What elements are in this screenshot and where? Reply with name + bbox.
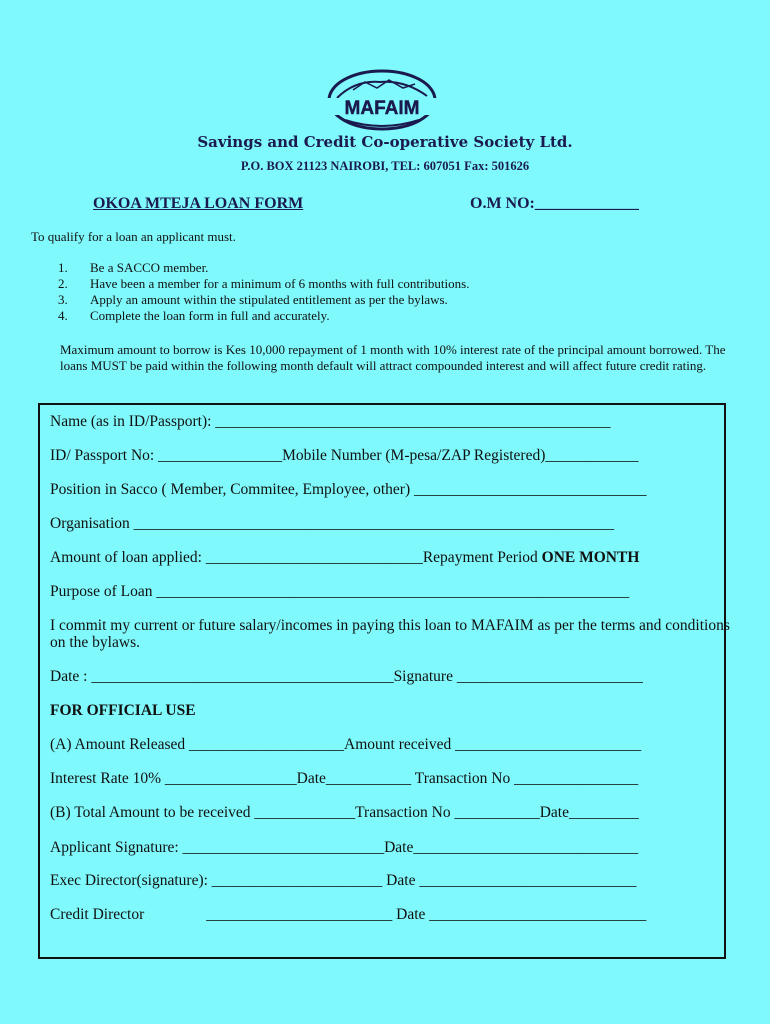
name-field[interactable]: Name (as in ID/Passport): ___________________________________________________: [50, 413, 611, 430]
item-number: 2.: [58, 276, 68, 291]
mobile-number-field[interactable]: Mobile Number (M-pesa/ZAP Registered)____________: [282, 447, 639, 464]
official-use-heading: FOR OFFICIAL USE: [50, 702, 196, 719]
id-passport-field[interactable]: ID/ Passport No: ________________: [50, 447, 283, 464]
item-text: Be a SACCO member.: [90, 260, 209, 275]
commitment-statement: I commit my current or future salary/incomes in paying this loan to MAFAIM as per the terms and conditions on the bylaws.: [50, 617, 730, 651]
id-mobile-row: [50, 447, 720, 465]
applicant-signature-row[interactable]: Applicant Signature: __________________________Date_____________________________: [50, 839, 639, 856]
total-amount-row[interactable]: (B) Total Amount to be received _____________Transaction No ___________Date_________: [50, 804, 639, 821]
amount-repayment-row: [50, 549, 720, 567]
om-number-field[interactable]: O.M NO:_____________: [470, 195, 639, 212]
logo-text: MAFAIM: [344, 98, 420, 119]
date-signature-row[interactable]: Date : _______________________________________Signature ________________________: [50, 668, 643, 685]
interest-rate-row[interactable]: Interest Rate 10% _________________Date___________ Transaction No ________________: [50, 770, 639, 787]
credit-director-row: [50, 906, 720, 924]
form-title: OKOA MTEJA LOAN FORM: [93, 195, 304, 212]
repayment-label: Repayment Period: [422, 549, 542, 566]
item-number: 3.: [58, 292, 68, 307]
exec-director-row[interactable]: Exec Director(signature): ______________________ Date ____________________________: [50, 872, 637, 889]
requirements-list: [58, 260, 469, 324]
mafaim-logo: [325, 68, 440, 136]
item-number: 4.: [58, 308, 68, 323]
item-number: 1.: [58, 260, 68, 275]
credit-director-label: Credit Director: [50, 906, 145, 923]
list-item: [58, 292, 469, 308]
position-field[interactable]: Position in Sacco ( Member, Commitee, Employee, other) ______________________________: [50, 481, 647, 498]
item-text: Have been a member for a minimum of 6 months with full contributions.: [90, 276, 470, 291]
list-item: [58, 260, 469, 276]
society-name: Savings and Credit Co-operative Society Ltd.: [197, 133, 573, 151]
qualification-intro: To qualify for a loan an applicant must.: [31, 229, 236, 244]
list-item: [58, 276, 469, 292]
loan-purpose-field[interactable]: Purpose of Loan _____________________________________________________________: [50, 583, 630, 600]
society-address: P.O. BOX 21123 NAIROBI, TEL: 607051 Fax: 501626: [240, 159, 530, 173]
list-item: [58, 308, 469, 324]
item-text: Complete the loan form in full and accurately.: [90, 308, 330, 323]
loan-terms-note: Maximum amount to borrow is Kes 10,000 repayment of 1 month with 10% interest rate of the principal amount borrowed. The loans MUST be paid within the following month default will attract compounded interest and will affect future credit rating.: [60, 342, 726, 373]
repayment-period-value: ONE MONTH: [541, 549, 640, 566]
amount-released-row[interactable]: (A) Amount Released ____________________Amount received ________________________: [50, 736, 642, 753]
item-text: Apply an amount within the stipulated entitlement as per the bylaws.: [90, 292, 448, 307]
organisation-field[interactable]: Organisation ______________________________________________________________: [50, 515, 615, 532]
loan-amount-field[interactable]: Amount of loan applied: ____________________________: [50, 549, 423, 566]
credit-director-signature-field[interactable]: ________________________ Date ____________________________: [206, 906, 647, 923]
